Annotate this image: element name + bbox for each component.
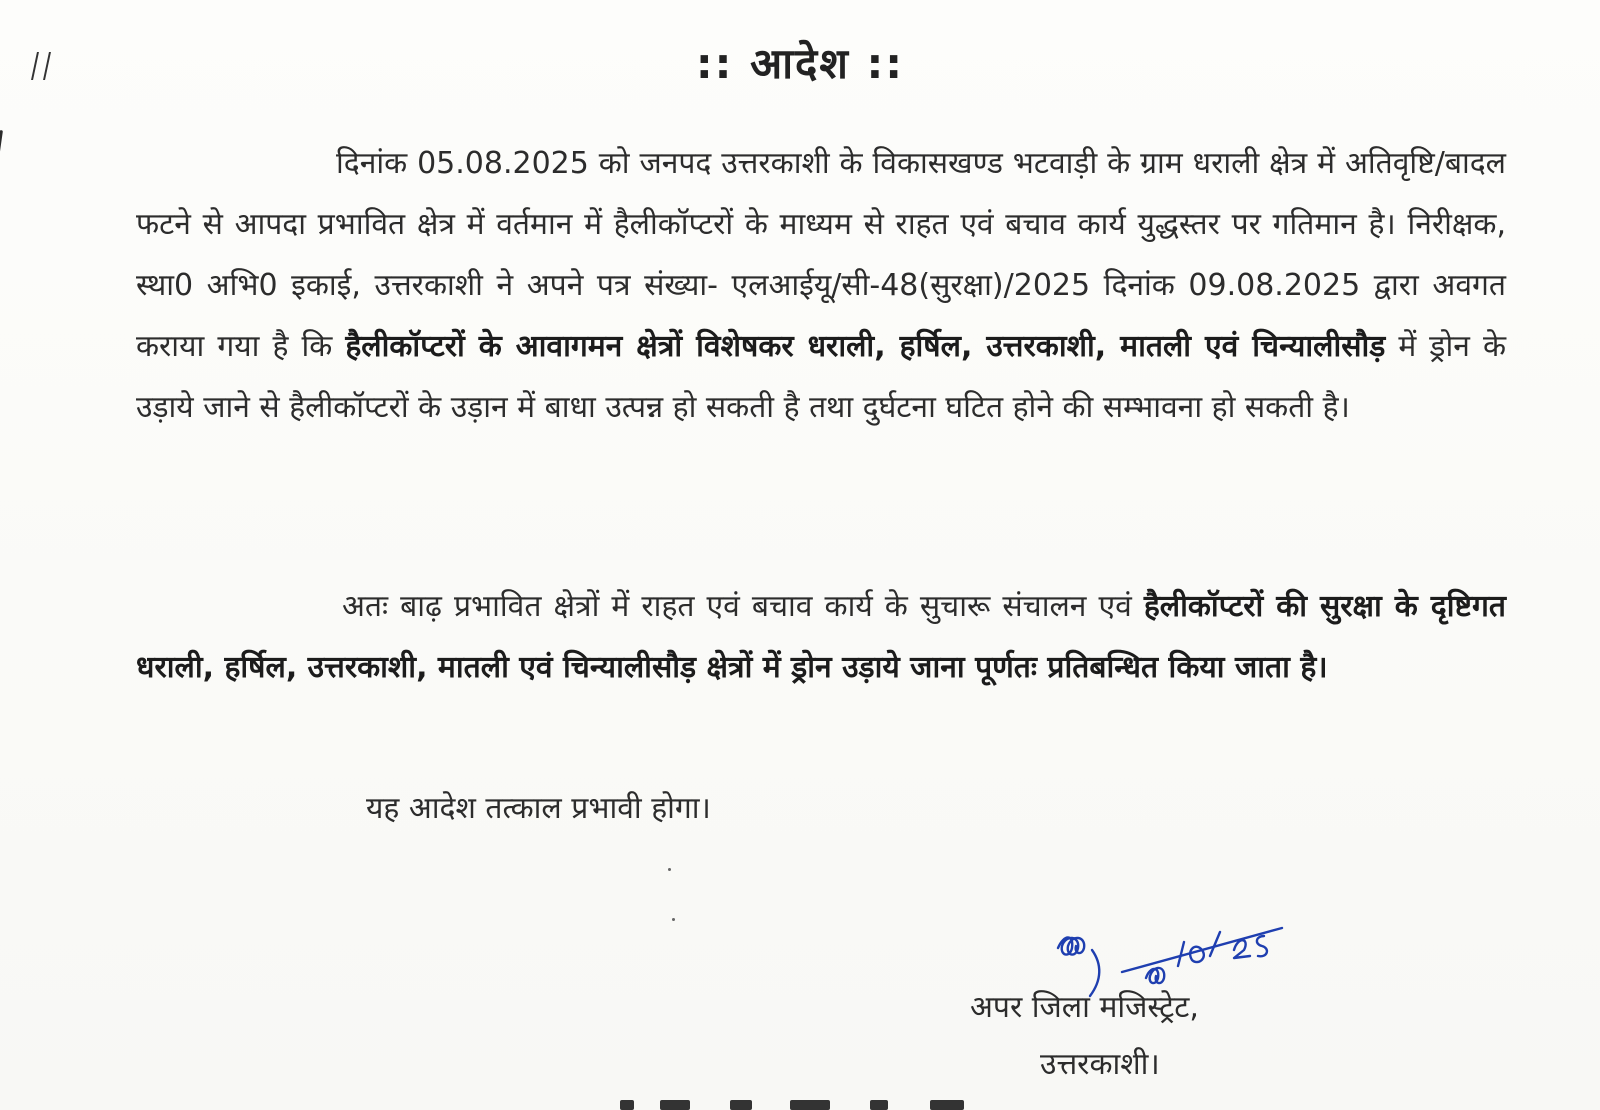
paragraph-2-bold-text: हैलीकॉप्टरों की सुरक्षा के दृष्टिगत धराली, हर्षिल, उत्तरकाशी, मातली एवं चिन्यालीसौड़ क्षेत्रों में ड्रोन उड़ाये जाना पूर्णतः प्रतिबन्धित किया जाता है। [136, 589, 1506, 685]
signatory-designation: अपर जिला मजिस्ट्रेट, [970, 990, 1199, 1025]
signatory-place: उत्तरकाशी। [1040, 1047, 1160, 1082]
margin-pen-line [0, 130, 3, 304]
order-title: :: आदेश :: [695, 39, 905, 88]
order-paragraph-3: यह आदेश तत्काल प्रभावी होगा। [366, 791, 711, 826]
paragraph-1-text-a: दिनांक 05.08.2025 को जनपद उत्तरकाशी के विकासखण्ड भटवाड़ी के ग्राम धराली क्षेत्र में अतिवृष्टि/बादल फटने से आपदा प्रभावित क्षेत्र में वर्तमान में हैलीकॉप्टरों के माध्यम से राहत एवं बचाव कार्य युद्धस्तर पर गतिमान है। निरीक्षक, स्था0 अभि0 इकाई, उत्तरकाशी ने अपने पत्र संख्या- एलआईयू/सी-48(सुरक्षा)/2025 दिनांक 09.08.2025 द्वारा अवगत कराया गया है कि [136, 146, 1506, 364]
scan-speck [668, 868, 671, 871]
scan-speck [672, 918, 675, 921]
paragraph-1-text-b: में ड्रोन के उड़ाये जाने से हैलीकॉप्टरों के उड़ान में बाधा उत्पन्न हो सकती है तथा दुर्घटना घटित होने की सम्भावना हो सकती है। [136, 329, 1506, 425]
order-paragraph-1 [136, 133, 1506, 438]
cutoff-text-fragment [600, 1098, 1000, 1110]
order-paragraph-2 [136, 576, 1506, 698]
paragraph-2-text-a: अतः बाढ़ प्रभावित क्षेत्रों में राहत एवं बचाव कार्य के सुचारू संचालन एवं [342, 589, 1144, 624]
paragraph-1-bold-text: हैलीकॉप्टरों के आवागमन क्षेत्रों विशेषकर धराली, हर्षिल, उत्तरकाशी, मातली एवं चिन्यालीसौड़ [345, 329, 1386, 364]
